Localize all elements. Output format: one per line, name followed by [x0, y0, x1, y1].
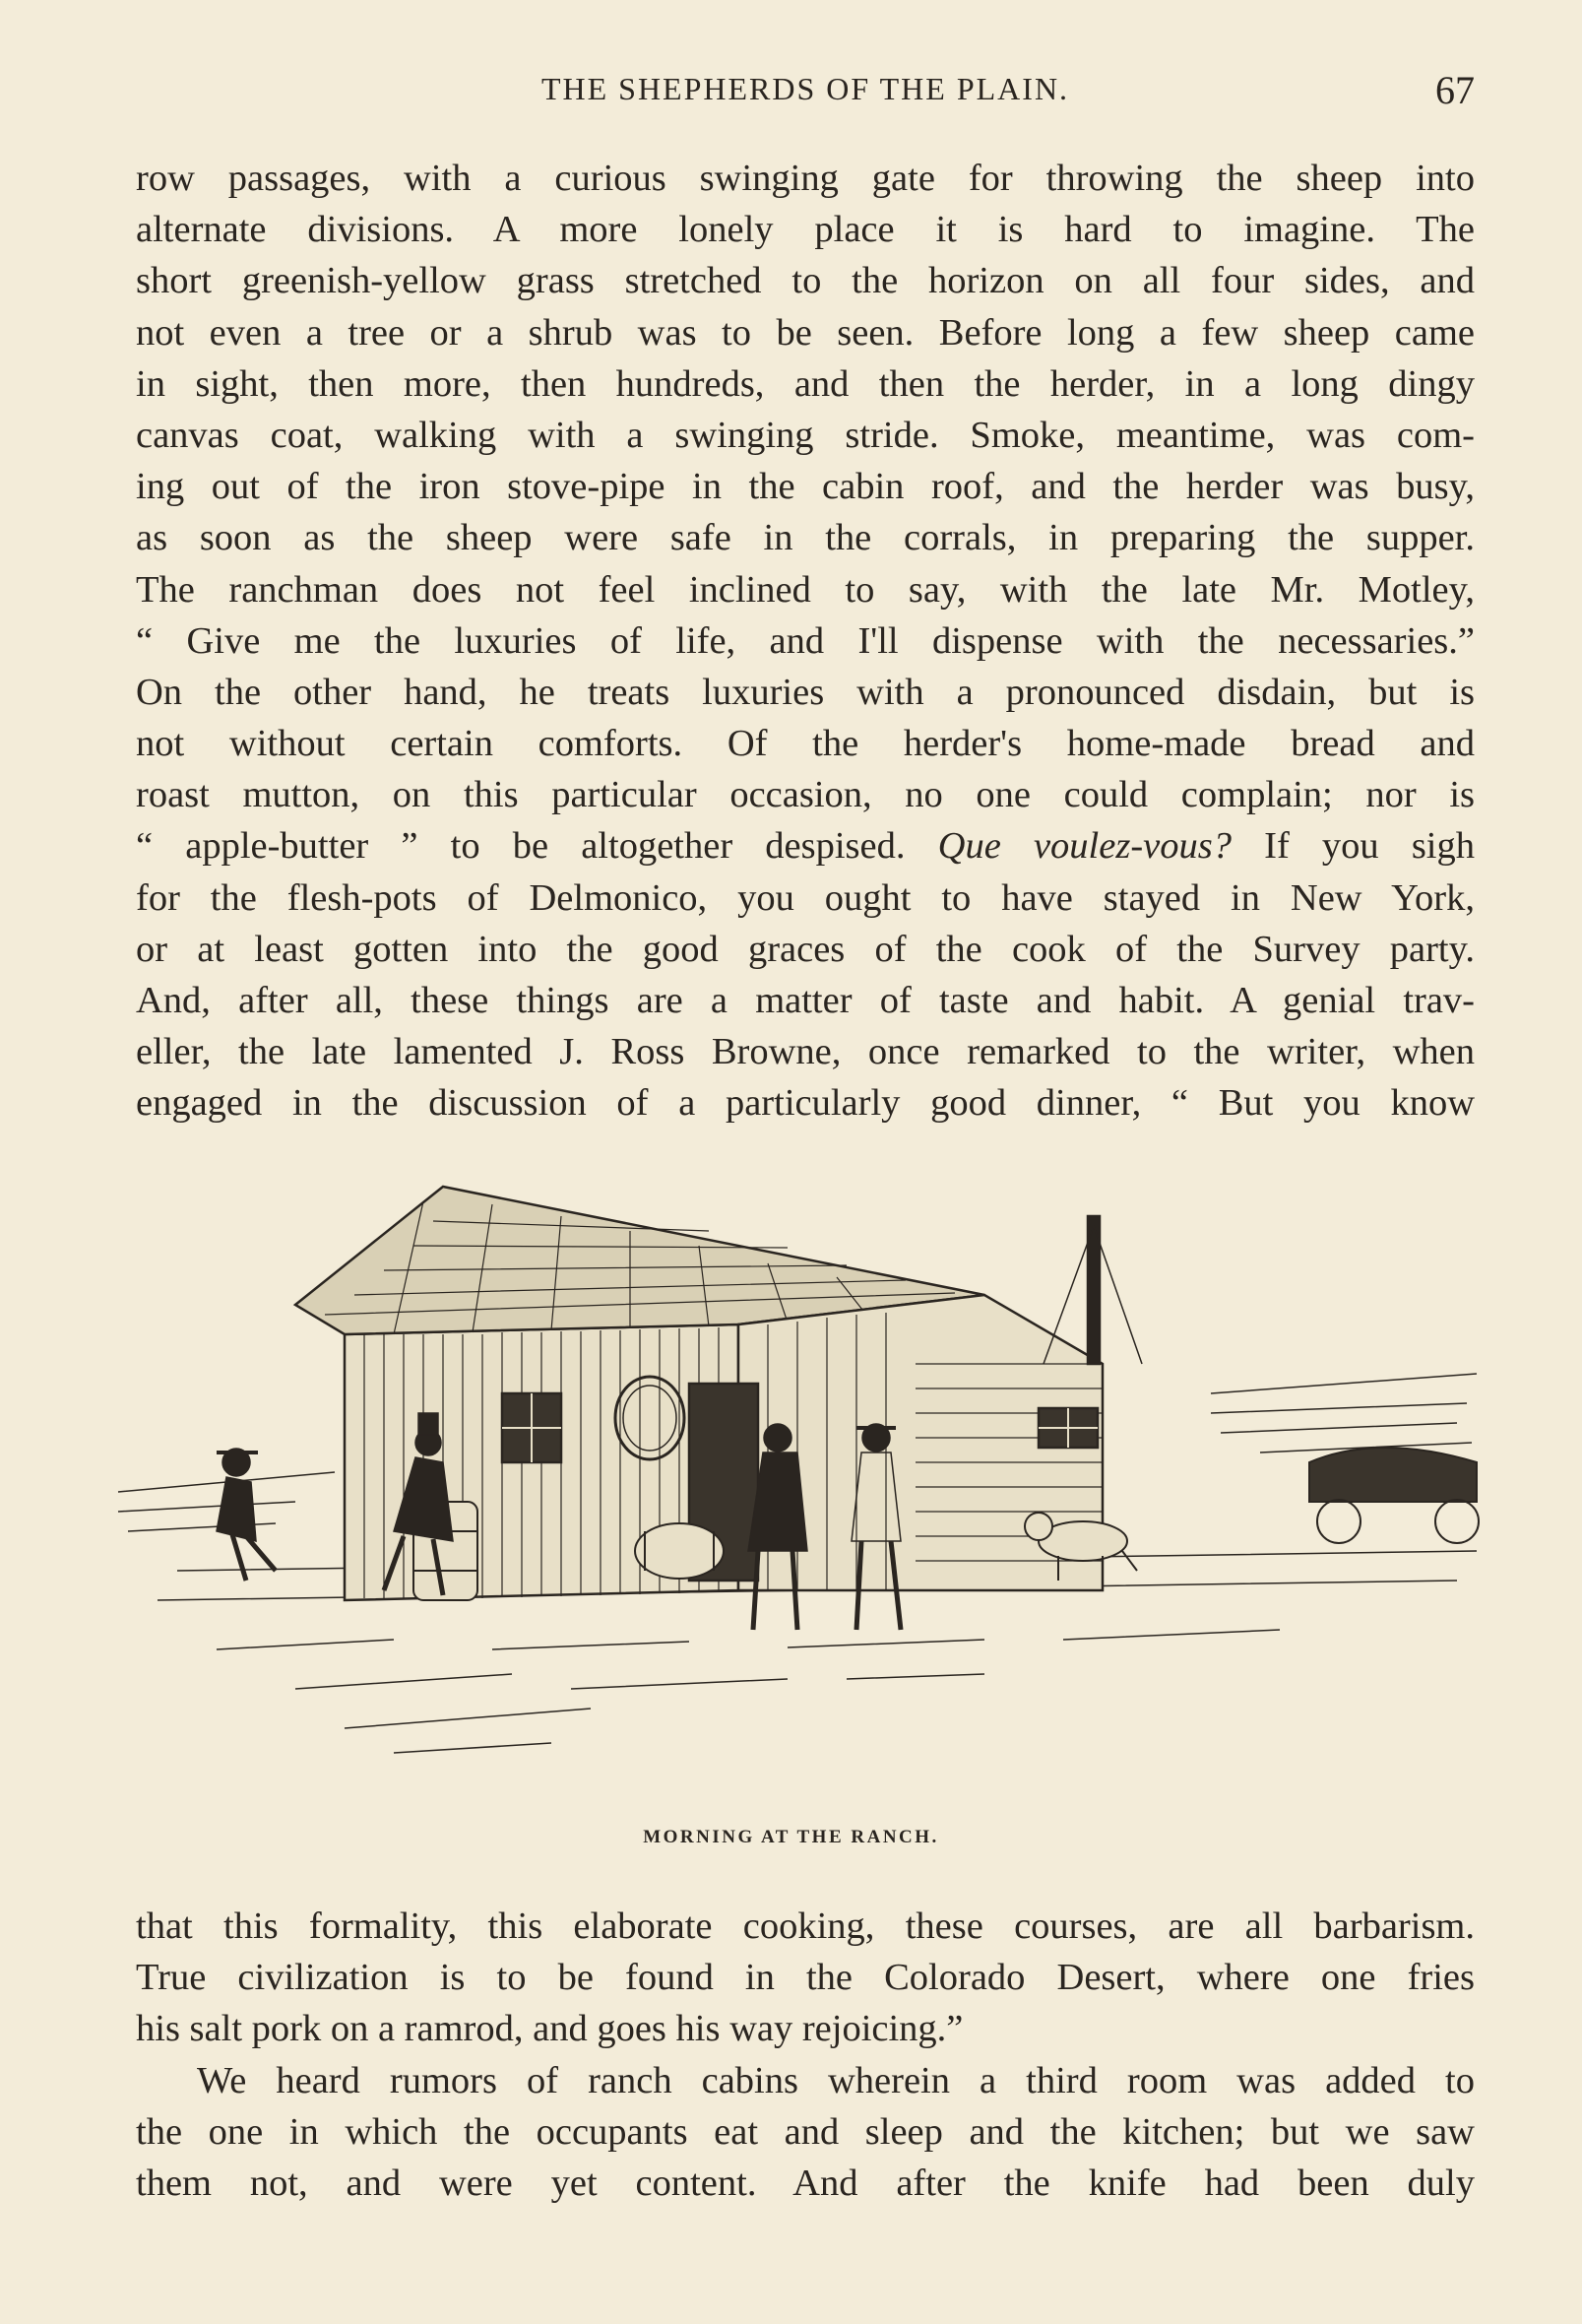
figure-caption: MORNING AT THE RANCH. [643, 1827, 939, 1847]
text-line: not even a tree or a shrub was to be seen. Before long a few sheep came [136, 311, 1475, 354]
text-line: the one in which the occupants eat and sleep and the kitchen; but we saw [136, 2110, 1475, 2153]
text-line: True civilization is to be found in the Colorado Desert, where one fries [136, 1957, 1475, 1999]
text-line: for the flesh-pots of Delmonico, you ought to have stayed in New York, [136, 876, 1475, 919]
text-line: not without certain comforts. Of the herder's home-made bread and [136, 723, 1475, 765]
paragraph-upper [136, 153, 1475, 1130]
paragraph-lower [136, 1901, 1475, 2209]
text-line: canvas coat, walking with a swinging stride. Smoke, meantime, was com- [136, 414, 1475, 456]
text-line: roast mutton, on this particular occasion, no one could complain; nor is [136, 774, 1475, 816]
page-header [136, 68, 1475, 120]
text-line: them not, and were yet content. And after the knife had been duly [136, 2162, 1475, 2204]
ranch-illustration [98, 1177, 1496, 1817]
page-number: 67 [1435, 68, 1475, 112]
text-line: eller, the late lamented J. Ross Browne, once remarked to the writer, when [136, 1031, 1475, 1073]
text-line-with-italic [136, 820, 1475, 872]
text-line: On the other hand, he treats luxuries with a pronounced disdain, but is [136, 671, 1475, 713]
text-line: or at least gotten into the good graces of the cook of the Survey party. [136, 928, 1475, 970]
text-line: as soon as the sheep were safe in the corrals, in preparing the supper. [136, 517, 1475, 559]
text-line: We heard rumors of ranch cabins wherein a third room was added to [197, 2059, 1475, 2101]
text-line: alternate divisions. A more lonely place it is hard to imagine. The [136, 209, 1475, 251]
text-line: in sight, then more, then hundreds, and then the herder, in a long dingy [136, 362, 1475, 405]
wagon [1309, 1448, 1479, 1543]
text-line: The ranchman does not feel inclined to say, with the late Mr. Motley, [136, 568, 1475, 611]
text-line: short greenish-yellow grass stretched to the horizon on all four sides, and [136, 260, 1475, 302]
text-line: ing out of the iron stove-pipe in the cabin roof, and the herder was busy, [136, 466, 1475, 508]
text-line: engaged in the discussion of a particularly good dinner, “ But you know [136, 1082, 1475, 1125]
text-line: “ Give me the luxuries of life, and I'll dispense with the necessaries.” [136, 619, 1475, 662]
text-line: that this formality, this elaborate cooking, these courses, are all barbarism. [136, 1905, 1475, 1947]
text-segment: “ apple-butter ” to be altogether despised. [136, 825, 906, 868]
text-line: And, after all, these things are a matter of taste and habit. A genial trav- [136, 980, 1475, 1021]
text-segment: If you sigh [1264, 825, 1475, 868]
italic-phrase: Que voulez-vous? [937, 825, 1232, 868]
text-line: his salt pork on a ramrod, and goes his way rejoicing.” [136, 2008, 964, 2050]
text-line: row passages, with a curious swinging gate for throwing the sheep into [136, 158, 1475, 199]
running-title: THE SHEPHERDS OF THE PLAIN. [540, 71, 1070, 106]
